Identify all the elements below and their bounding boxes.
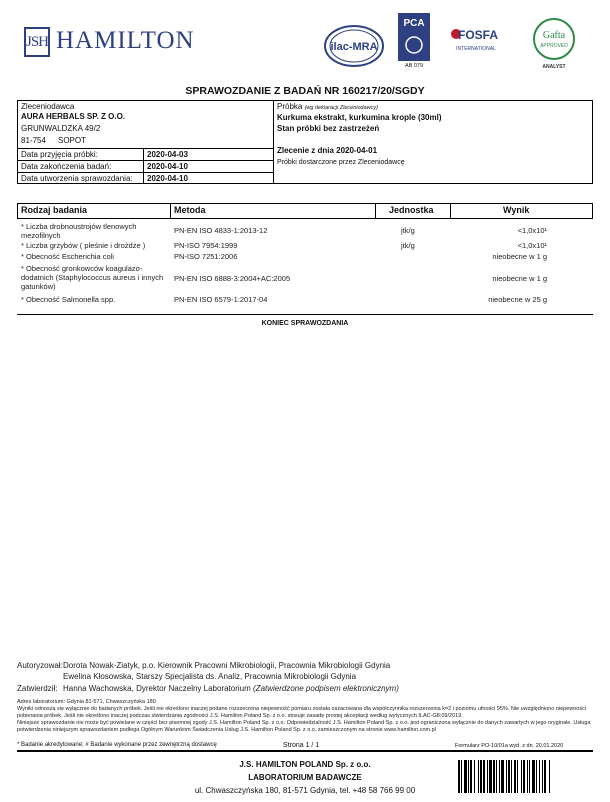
gafta-sub: APPROVED (540, 43, 568, 49)
authorized-label: Autoryzował: (17, 661, 63, 670)
table-row-test (21, 264, 163, 291)
table-col-line (592, 203, 593, 218)
table-row-test: * Obecność Escherichia coli (21, 252, 114, 261)
info-box-divider (273, 100, 274, 184)
footer-line (17, 750, 593, 752)
column-header-test: Rodzaj badania (21, 205, 88, 215)
table-row-test: * Obecność Salmonella spp. (21, 295, 116, 304)
approved-label: Zatwierdził: (17, 684, 58, 693)
table-col-line (170, 203, 171, 218)
barcode-gap (550, 760, 551, 793)
table-row-result: <1,0x10¹ (517, 241, 547, 250)
client-name: AURA HERBALS SP. Z O.O. (21, 112, 126, 121)
authorized-person-1: Dorota Nowak-Ziatyk, p.o. Kierownik Pracowni Mikrobiologii, Pracownia Mikrobiologii Gdynia (63, 661, 391, 670)
approved-note: (Zatwierdzone podpisem elektronicznym) (253, 684, 399, 693)
table-row-test: * Liczba grzybów ( pleśnie i drożdże ) (21, 241, 146, 250)
lab-address-note: Adres laboratorium: Gdynia 81-571, Chwaszczyńska 180 (17, 699, 156, 705)
ilac-mra-logo (323, 24, 385, 68)
form-number: Formularz PO-10/01a wyd. z dn. 20.01.2020 (455, 743, 564, 749)
authorized-person-2: Ewelina Kłosowska, Starszy Specjalista ds. Analiz, Pracownia Mikrobiologii Gdynia (63, 672, 357, 681)
table-top-border (17, 203, 593, 204)
page-number: Strona 1 / 1 (283, 742, 320, 749)
sample-condition: Stan próbki bez zastrzeżeń (277, 124, 380, 133)
js-logo-mark: JSH (24, 27, 50, 57)
report-title: SPRAWOZDANIE Z BADAŃ NR 160217/20/SGDY (185, 85, 425, 97)
test-line: dodatnich (Staphylococcus aureus i innych (21, 273, 164, 282)
table-col-line (450, 203, 451, 218)
client-street: GRUNWALDZKA 49/2 (21, 124, 101, 133)
table-row-method: PN-EN ISO 4833-1:2013-12 (174, 226, 268, 235)
date-row-line (17, 160, 273, 161)
table-row-unit: jtk/g (401, 226, 415, 235)
client-postcode: 81-754 (21, 136, 46, 145)
table-row-result: nieobecne w 1 g (492, 274, 547, 283)
date-received-value: 2020-04-03 (147, 150, 188, 159)
sample-name: Kurkuma ekstrakt, kurkumina krople (30ml) (277, 113, 442, 122)
table-col-line (375, 203, 376, 218)
date-created-label: Data utworzenia sprawozdania: (21, 174, 133, 183)
sample-delivery: Próbki dostarczone przez Zleceniodawcę (277, 159, 405, 166)
sample-label-note: (wg deklaracji Zleceniodawcy) (304, 105, 378, 111)
svg-text:PCA: PCA (403, 18, 425, 29)
order-date: Zlecenie z dnia 2020-04-01 (277, 146, 378, 155)
pca-accreditation-number: AB 079 (404, 63, 424, 69)
notes-block (17, 699, 593, 734)
date-row-line (17, 172, 273, 173)
test-line: * Liczba drobnoustrojów tlenowych (21, 222, 137, 231)
table-col-line (17, 203, 18, 218)
table-row-result: nieobecne w 25 g (488, 295, 547, 304)
approved-person-name: Hanna Wachowska, Dyrektor Naczelny Laboratorium (63, 684, 251, 693)
table-row-method: PN-ISO 7954:1999 (174, 241, 238, 250)
sample-label: Próbka (277, 102, 303, 111)
table-bottom-border (17, 314, 593, 315)
date-rows-top-line (17, 148, 273, 149)
client-city: SOPOT (58, 136, 87, 145)
gafta-logo (532, 17, 576, 61)
barcode (458, 760, 592, 793)
table-row-method: PN-EN ISO 6888-3:2004+AC:2005 (174, 274, 291, 283)
test-line: gatunków) (21, 282, 56, 291)
column-header-unit: Jednostka (389, 205, 434, 215)
date-received-label: Data przyjęcia próbki: (21, 150, 98, 159)
table-row-test (21, 222, 136, 240)
gafta-label: ANALYST (542, 64, 566, 70)
accreditation-legend: * Badanie akredytowane; # Badanie wykonane przez zewnętrzną dostawcę (17, 742, 217, 748)
date-created-value: 2020-04-10 (147, 174, 188, 183)
date-completed-label: Data zakończenia badań: (21, 162, 112, 171)
date-completed-value: 2020-04-10 (147, 162, 188, 171)
results-note: Wyniki odnoszą się wyłącznie do badanych próbek. Jeśli nie określono inaczej podane rozszerzona niepewność pomiaru została oszacowana dla współczynnika rozszerzenia k=2 i poziomu ufności 95%. Nie uwzględniono niepewności pobierania próbek. Jeśli nie określono inaczej podczas stwierdzania zgodności J.S. Hamilton Poland Sp. z o.o. stosuje zasadę prostej akceptacji według wytycznych ILAC-G8:09/2019. (17, 706, 587, 719)
date-column-divider (143, 148, 144, 184)
footer-company: J.S. HAMILTON POLAND Sp. z o.o. (239, 760, 371, 769)
table-row-result: <1,0x10¹ (517, 226, 547, 235)
table-row-method: PN-EN ISO 6579-1:2017-04 (174, 295, 268, 304)
column-header-result: Wynik (503, 205, 530, 215)
sample-label-row (277, 102, 378, 113)
fosfa-sub: INTERNATIONAL (456, 46, 496, 52)
column-header-method: Metoda (174, 205, 206, 215)
ilac-text: ilac-MRA (330, 41, 378, 53)
copy-note: Niniejsze sprawozdanie nie może być powielane w części bez pisemnej zgody J.S. Hamilton Poland Sp. z o.o. Odpowiedzialność J.S. Hamilton Poland Sp. z o.o. jest ograniczona wyłącznie do danych zawartych w jego oryginale. Usługa potwierdzenia niniejszym sprawozdaniem podlega Ogólnym Warunkom Świadczenia Usług J.S. Hamilton Poland Sp. z o.o. zamieszczonym na stronie www.hamilton.com.pl (17, 720, 591, 733)
footer-address: ul. Chwaszczyńska 180, 81-571 Gdynia, tel. +48 58 766 99 00 (194, 786, 416, 795)
table-row-method: PN-ISO 7251:2006 (174, 252, 238, 261)
table-row-unit: jtk/g (401, 241, 415, 250)
footer-lab: LABORATORIUM BADAWCZE (248, 773, 362, 782)
approved-person (63, 684, 399, 693)
end-of-report: KONIEC SPRAWOZDANIA (261, 320, 349, 327)
pca-logo (398, 13, 430, 61)
fosfa-text: FOSFA (457, 28, 499, 42)
table-row-result: nieobecne w 1 g (492, 252, 547, 261)
fosfa-logo (446, 22, 502, 58)
gafta-text: Gafta (542, 30, 566, 41)
test-line: * Obecność gronkowców koagulazo- (21, 264, 143, 273)
client-label: Zleceniodawca (21, 102, 75, 111)
table-header-border (17, 218, 593, 219)
test-line: mezofilnych (21, 231, 61, 240)
company-logo: HAMILTON (56, 27, 195, 54)
